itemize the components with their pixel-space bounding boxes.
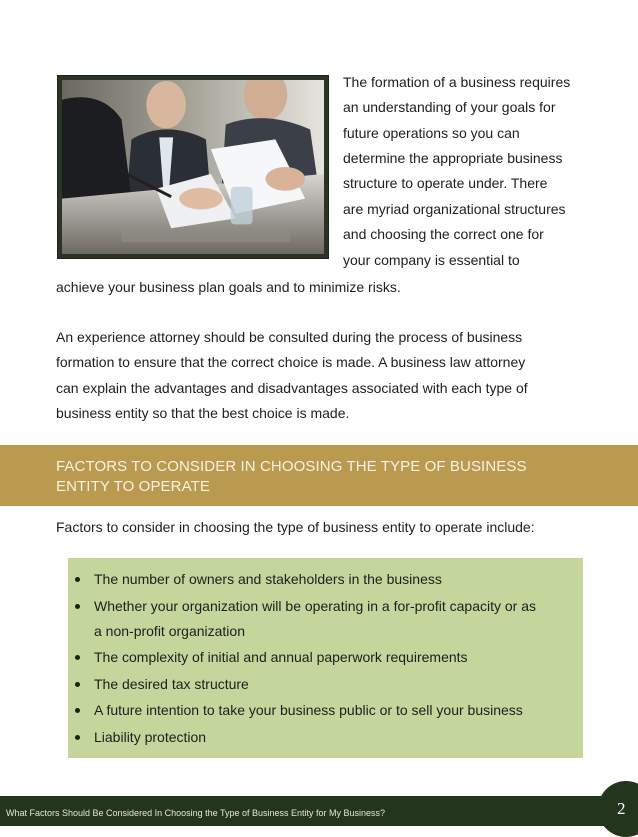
intro-line: and choosing the correct one for — [343, 226, 544, 242]
list-item-text: The desired tax structure — [94, 676, 249, 692]
bullet-icon — [75, 604, 80, 609]
page-footer — [0, 796, 638, 826]
list-item-text: Liability protection — [94, 729, 207, 745]
paragraph-line: business entity so that the best choice is made. — [56, 405, 350, 421]
bullet-icon — [75, 682, 80, 687]
intro-line: The formation of a business requires — [343, 74, 571, 90]
section-heading-line: FACTORS TO CONSIDER IN CHOOSING THE TYPE OF BUSINESS — [56, 458, 527, 475]
list-item-text: The number of owners and stakeholders in the business — [94, 571, 442, 587]
business-meeting-photo — [57, 75, 329, 259]
paragraph-line: An experience attorney should be consulted during the process of business — [56, 329, 523, 345]
bullet-icon — [75, 735, 80, 740]
intro-continuation: achieve your business plan goals and to minimize risks. — [56, 279, 401, 295]
factors-list-box — [68, 558, 583, 758]
business-meeting-image — [62, 80, 324, 254]
list-item-text: A future intention to take your business public or to sell your business — [94, 702, 523, 718]
section-heading — [56, 457, 556, 497]
section-banner — [0, 445, 638, 506]
intro-line: an understanding of your goals for — [343, 99, 556, 115]
footer-title: What Factors Should Be Considered In Choosing the Type of Business Entity for My Business? — [6, 808, 386, 818]
intro-line: determine the appropriate business — [343, 150, 563, 166]
page-number: 2 — [617, 799, 626, 818]
list-item-text: The complexity of initial and annual paperwork requirements — [94, 649, 468, 665]
section-lead: Factors to consider in choosing the type of business entity to operate include: — [56, 519, 535, 535]
intro-line: are myriad organizational structures — [343, 201, 566, 217]
paragraph-line: formation to ensure that the correct choice is made. A business law attorney — [56, 354, 526, 370]
bullet-icon — [75, 577, 80, 582]
intro-line: structure to operate under. There — [343, 175, 548, 191]
paragraph-line: can explain the advantages and disadvantages associated with each type of — [56, 380, 528, 396]
list-item-text: Whether your organization will be operating in a for-profit capacity or as — [94, 598, 536, 614]
intro-line: future operations so you can — [343, 125, 520, 141]
section-heading-line: ENTITY TO OPERATE — [56, 478, 210, 495]
bullet-icon — [75, 655, 80, 660]
bullet-icon — [75, 708, 80, 713]
list-item-text: a non-profit organization — [94, 623, 245, 639]
intro-line: your company is essential to — [343, 252, 520, 268]
